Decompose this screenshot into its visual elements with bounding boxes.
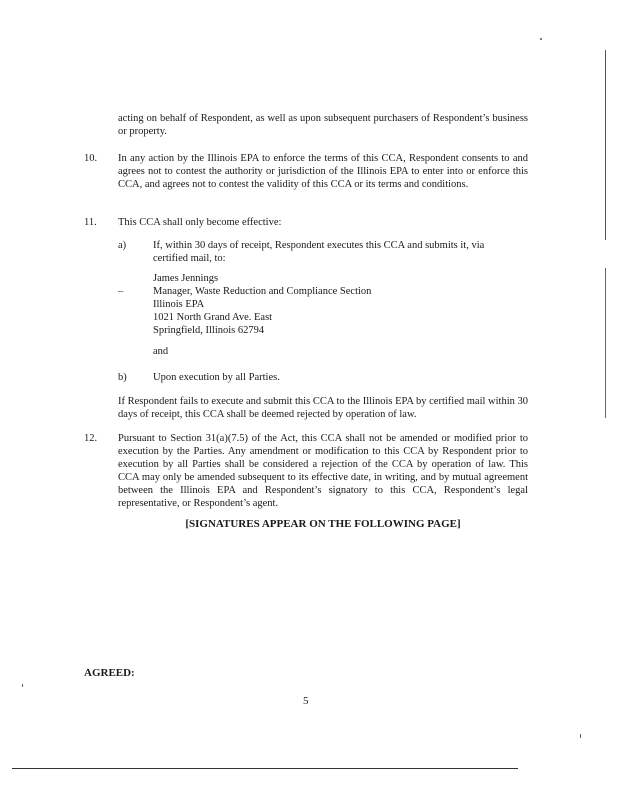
address-line: Manager, Waste Reduction and Compliance Section	[153, 286, 372, 297]
bottom-divider	[12, 768, 518, 769]
intro-paragraph: acting on behalf of Respondent, as well as upon subsequent purchasers of Respondent’s business or property.	[118, 113, 528, 137]
failure-paragraph: If Respondent fails to execute and submit this CCA to the Illinois EPA by certified mail within 30 days of receipt, this CCA shall be deemed rejected by operation of law.	[118, 396, 528, 420]
mailing-address	[153, 272, 371, 337]
signature-notice: [SIGNATURES APPEAR ON THE FOLLOWING PAGE]	[185, 518, 461, 530]
paragraph-12: Pursuant to Section 31(a)(7.5) of the Act, this CCA shall not be amended or modified prior to execution by the Parties. Any amendment or modification to this CCA by Respondent prior to execution by all Parties shall be considered a rejection of the CCA by operation of law. This CCA may only be amended subsequent to its effective date, in writing, and by mutual agreement between the Illinois EPA and Respondent’s signatory to this CCA, Respondent’s legal representative, or Respondent’s agent.	[118, 433, 528, 509]
paragraph-10: In any action by the Illinois EPA to enforce the terms of this CCA, Respondent consents to and agrees not to contest the authority or jurisdiction of the Illinois EPA to enter into or enforce this CCA, and agrees not to contest the validity of this CCA or its terms and conditions.	[118, 153, 528, 190]
and-connector: and	[153, 346, 169, 357]
address-line: Springfield, Illinois 62794	[153, 325, 265, 336]
agreed-label: AGREED:	[84, 667, 135, 679]
paragraph-11: This CCA shall only become effective:	[118, 217, 282, 228]
paragraph-number-10: 10.	[84, 153, 98, 164]
address-line: Illinois EPA	[153, 299, 205, 310]
paragraph-number-11: 11.	[84, 217, 97, 228]
address-line: 1021 North Grand Ave. East	[153, 312, 273, 323]
page-number: 5	[303, 695, 309, 707]
scan-speck	[580, 734, 581, 738]
subitem-letter-a: a)	[118, 240, 127, 251]
scan-speck	[22, 684, 23, 687]
paragraph-number-12: 12.	[84, 433, 98, 444]
subitem-b-text: Upon execution by all Parties.	[153, 372, 280, 383]
scan-edge-line-lower	[605, 268, 606, 418]
subitem-letter-b: b)	[118, 372, 127, 383]
subitem-a-text: If, within 30 days of receipt, Respondent executes this CCA and submits it, via certified mail, to:	[153, 240, 485, 264]
scan-edge-line	[605, 50, 606, 240]
address-line: James Jennings	[153, 273, 219, 284]
scan-speck	[540, 38, 542, 40]
dash-mark: –	[118, 286, 124, 297]
